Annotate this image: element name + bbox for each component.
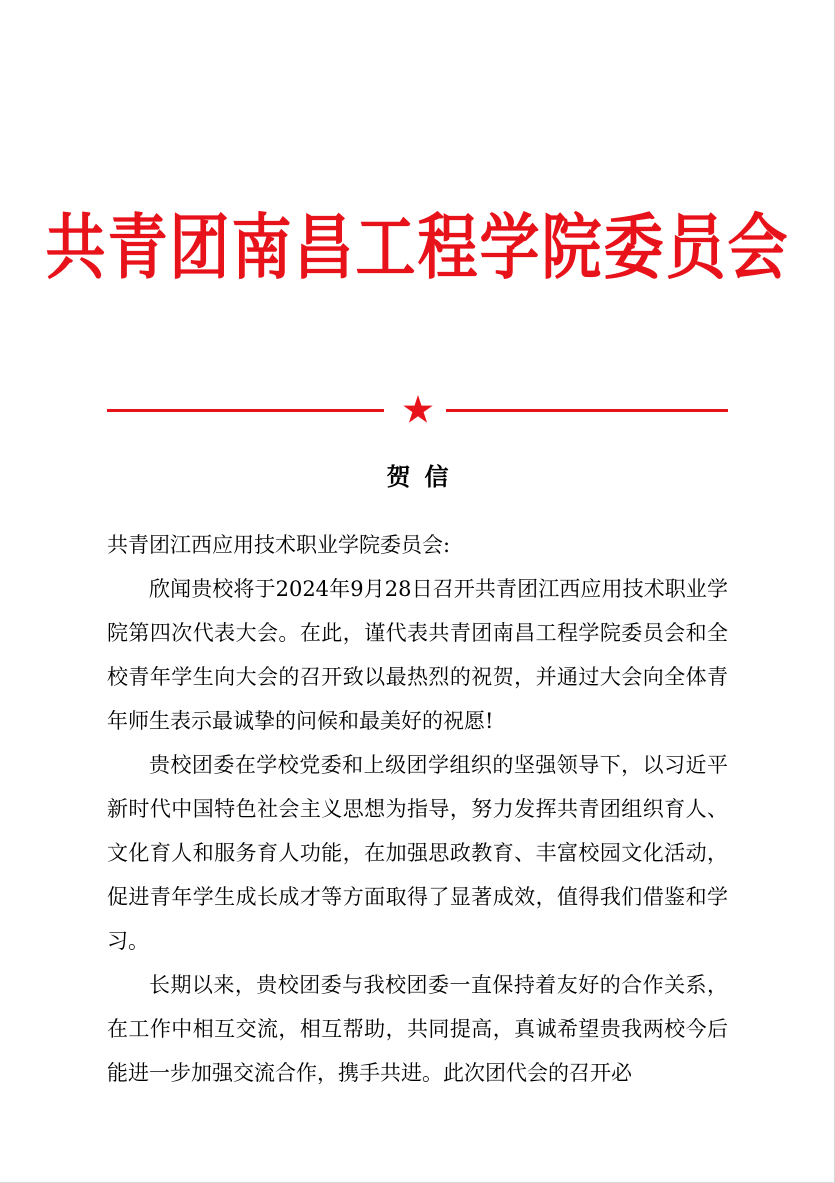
salutation: 共青团江西应用技术职业学院委员会: — [107, 533, 451, 557]
letter-title: 贺信 — [386, 462, 463, 491]
star-shape — [403, 395, 432, 423]
star-icon — [402, 394, 434, 426]
paragraph-3: 长期以来，贵校团委与我校团委一直保持着友好的合作关系，在工作中相互交流，相互帮助，共同提高，真诚希望贵我两校今后能进一步加强交流合作，携手共进。此次团代会的召开必 — [107, 973, 728, 1085]
letter-body — [107, 523, 728, 1095]
paragraph-1: 欣闻贵校将于2024年9月28日召开共青团江西应用技术职业学院第四次代表大会。在此，谨代表共青团南昌工程学院委员会和全校青年学生向大会的召开致以最热烈的祝贺，并通过大会向全体青年师生表示最诚挚的问候和最美好的祝愿! — [107, 577, 728, 733]
masthead-divider — [107, 392, 728, 428]
paragraph-2: 贵校团委在学校党委和上级团学组织的坚强领导下，以习近平新时代中国特色社会主义思想为指导，努力发挥共青团组织育人、文化育人和服务育人功能，在加强思政教育、丰富校园文化活动，促进青年学生成长成才等方面取得了显著成效，值得我们借鉴和学习。 — [107, 753, 728, 953]
divider-line-right — [446, 409, 728, 412]
masthead-title: 共青团南昌工程学院委员会 — [45, 207, 790, 290]
divider-line-left — [107, 409, 384, 412]
